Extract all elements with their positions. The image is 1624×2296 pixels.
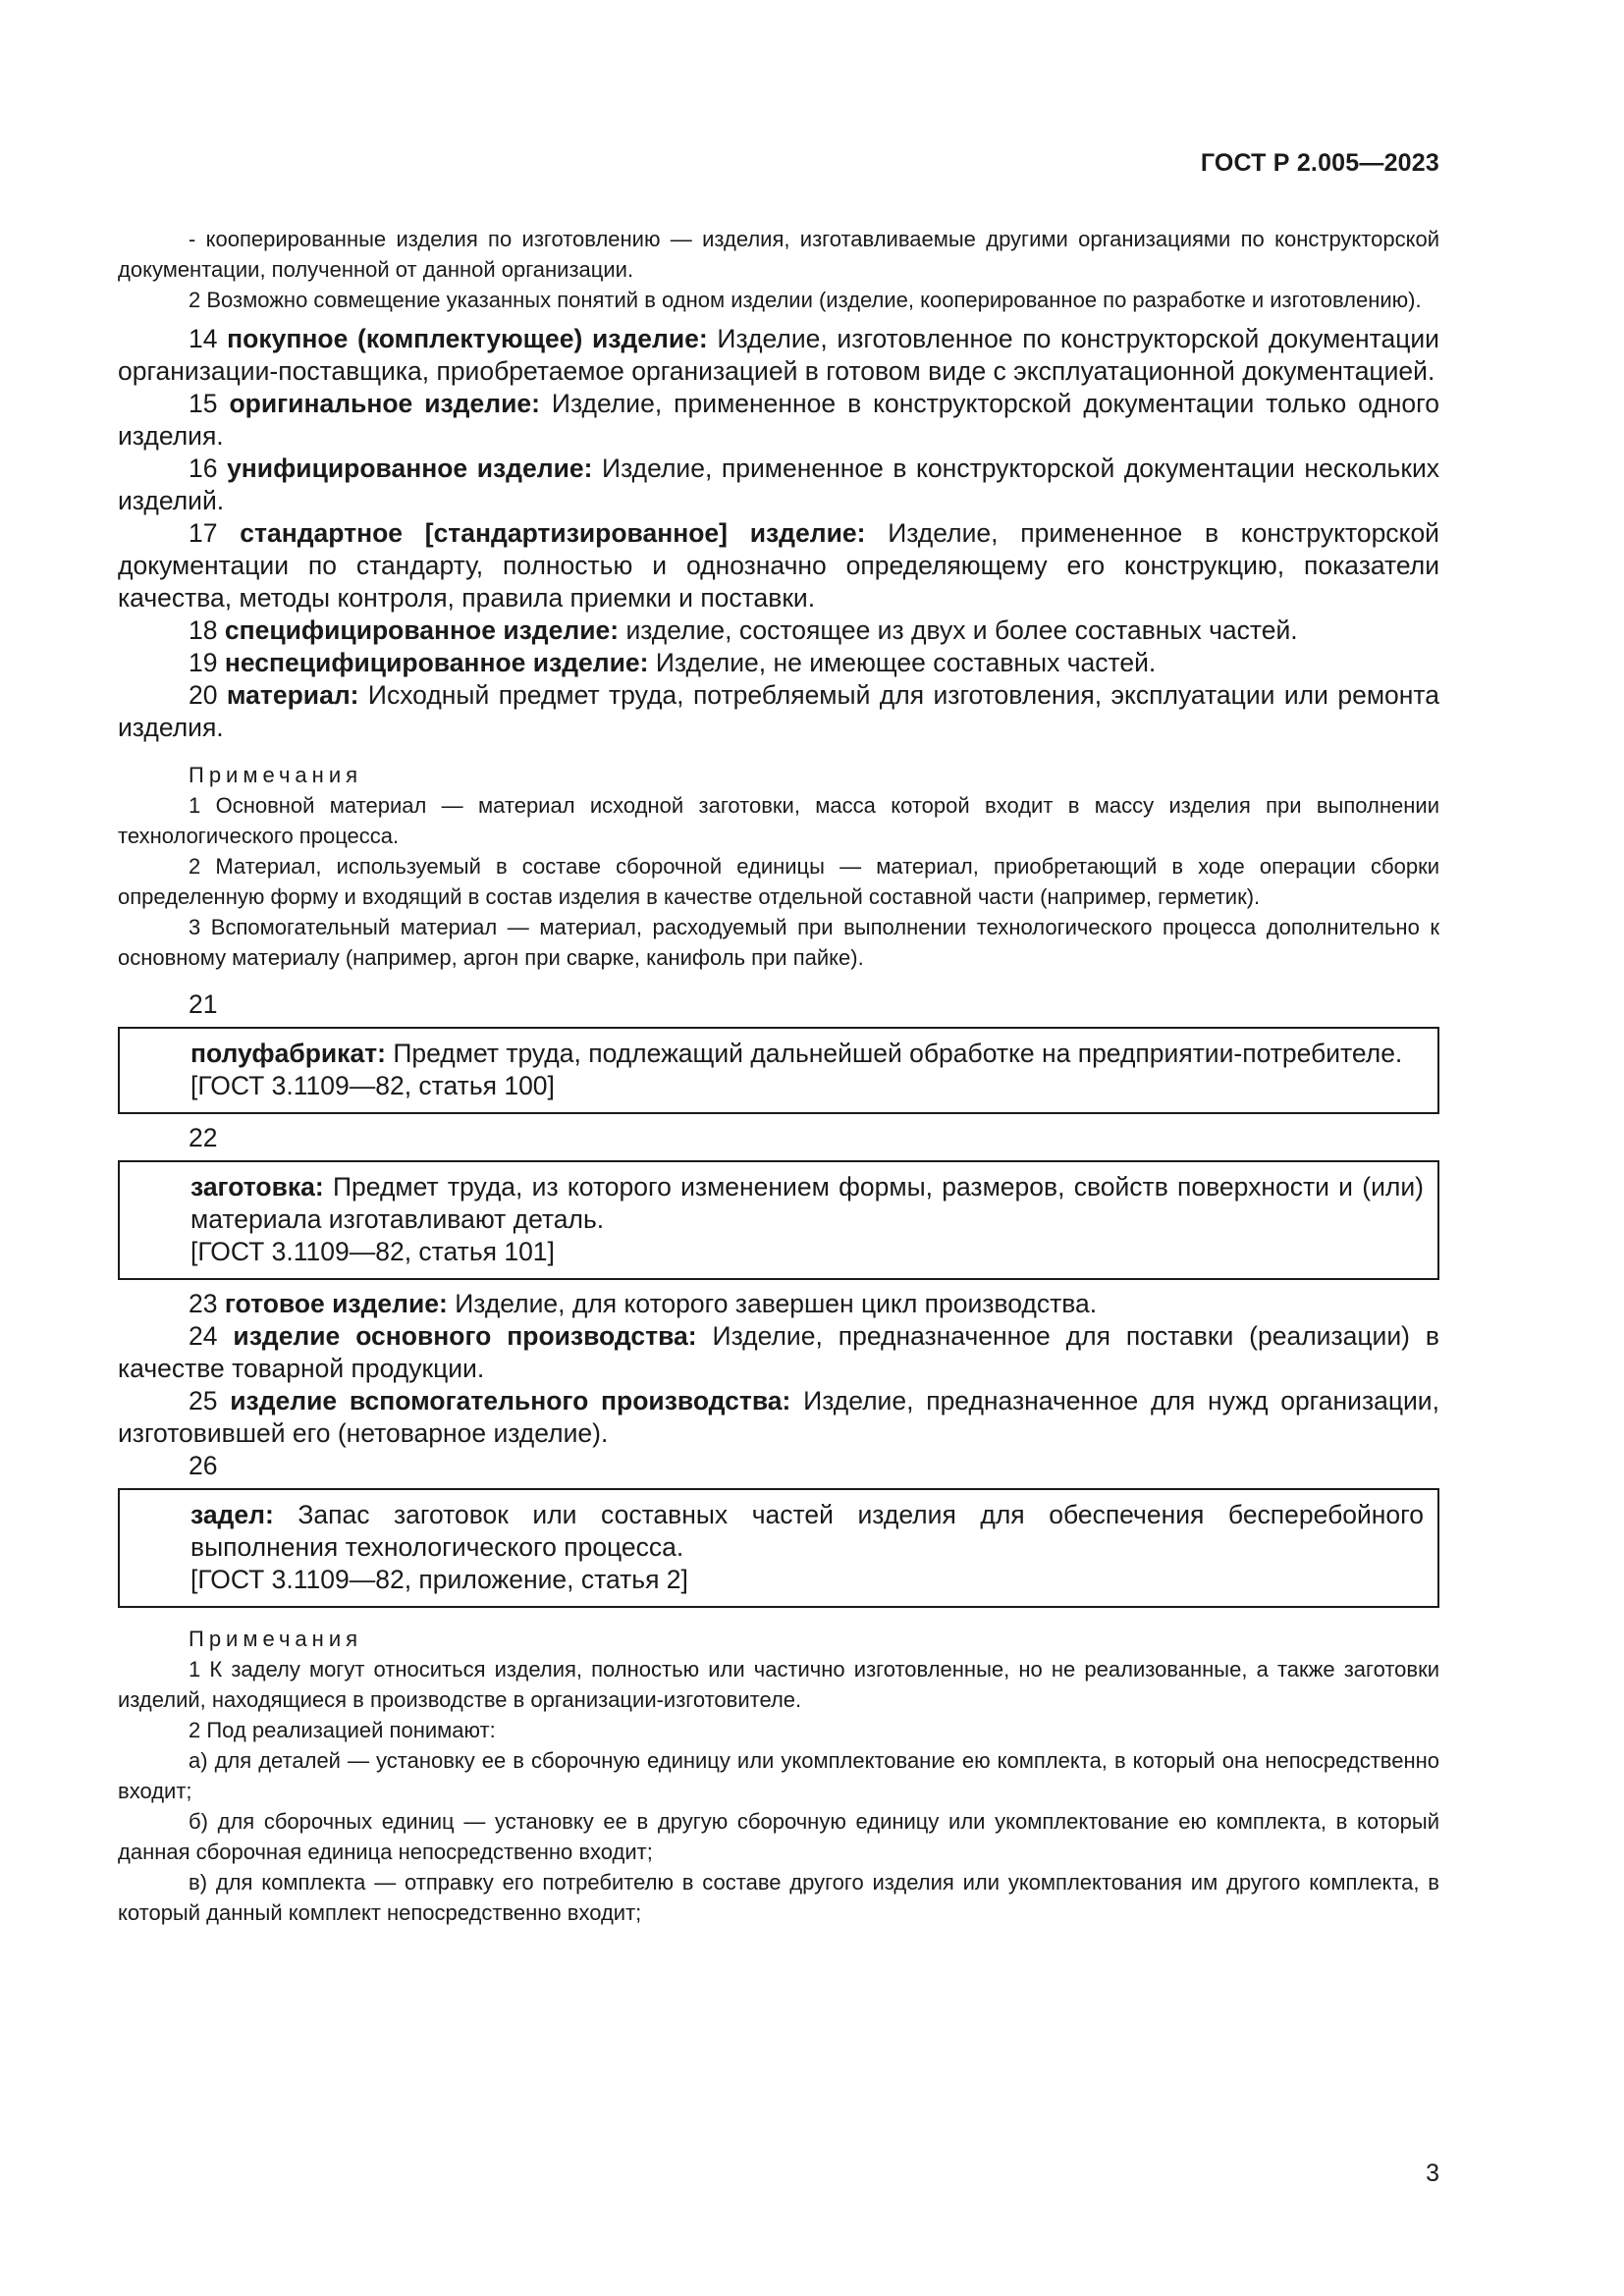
page-content [118,224,1439,1928]
notes-title-2: Примечания [189,1627,363,1651]
note-2-2: 2 Под реализацией понимают: [189,1718,496,1742]
term-21: полуфабрикат: Предмет труда, подлежащий дальнейшей обработке на предприятии-потребителе. [190,1039,1403,1068]
term-24-title: изделие основного производства: [233,1321,697,1351]
term-22-title: заготовка: [190,1172,324,1201]
term-21-box [118,1027,1439,1114]
note-2-1: 1 К заделу могут относиться изделия, полностью или частично изготовленные, но не реализованные, а также заготовки изделий, находящиеся в производстве в организации-изготовителе. [118,1657,1439,1712]
intro-note-2: 2 Возможно совмещение указанных понятий в одном изделии (изделие, кооперированное по разработке и изготовлению). [189,288,1422,312]
term-16: 16 унифицированное изделие: Изделие, примененное в конструкторской документации нескольких изделий. [118,454,1439,515]
term-18-title: специфицированное изделие: [224,615,620,645]
intro-note-line: - кооперированные изделия по изготовлению — изделия, изготавливаемые другими организациями по конструкторской документации, полученной от данной организации. [118,227,1439,282]
note-2-b: б) для сборочных единиц — установку ее в другую сборочную единицу или укомплектование ею комплекта, в который данная сборочная единица непосредственно входит; [118,1809,1439,1864]
term-16-title: унифицированное изделие: [227,454,593,483]
term-22: заготовка: Предмет труда, из которого изменением формы, размеров, свойств поверхности и (или) материала изготавливают деталь. [190,1172,1424,1234]
term-24: 24 изделие основного производства: Изделие, предназначенное для поставки (реализации) в качестве товарной продукции. [118,1321,1439,1383]
term-22-reference: [ГОСТ 3.1109—82, статья 101] [190,1237,555,1266]
note-3: 3 Вспомогательный материал — материал, расходуемый при выполнении технологического процесса дополнительно к основному материалу (например, аргон при сварке, канифоль при пайке). [118,915,1439,970]
term-21-reference: [ГОСТ 3.1109—82, статья 100] [190,1071,555,1100]
term-25: 25 изделие вспомогательного производства: Изделие, предназначенное для нужд организации, изготовившей его (нетоварное изделие). [118,1386,1439,1448]
note-1: 1 Основной материал — материал исходной заготовки, масса которой входит в массу изделия при выполнении технологического процесса. [118,793,1439,848]
term-19-title: неспецифицированное изделие: [224,648,649,677]
term-14-title: покупное (комплектующее) изделие: [227,324,708,353]
term-17: 17 стандартное [стандартизированное] изделие: Изделие, примененное в конструкторской документации по стандарту, полностью и однозначно определяющему его конструкцию, показатели качества, методы контроля, правила приемки и поставки. [118,518,1439,613]
note-2-c: в) для комплекта — отправку его потребителю в составе другого изделия или укомплектования им другого комплекта, в который данный комплект непосредственно входит; [118,1870,1439,1925]
term-18: 18 специфицированное изделие: изделие, состоящее из двух и более составных частей. [189,615,1298,645]
document-header: ГОСТ Р 2.005—2023 [1200,149,1439,177]
term-26-title: задел: [190,1500,274,1529]
term-20-title: материал: [226,680,359,710]
term-25-title: изделие вспомогательного производства: [230,1386,791,1415]
term-19: 19 неспецифицированное изделие: Изделие, не имеющее составных частей. [189,648,1157,677]
term-15: 15 оригинальное изделие: Изделие, примененное в конструкторской документации только одного изделия. [118,389,1439,451]
term-22-box [118,1160,1439,1280]
term-20: 20 материал: Исходный предмет труда, потребляемый для изготовления, эксплуатации или ремонта изделия. [118,680,1439,742]
term-17-title: стандартное [стандартизированное] изделие: [240,518,866,548]
term-15-title: оригинальное изделие: [229,389,540,418]
term-26: задел: Запас заготовок или составных частей изделия для обеспечения бесперебойного выполнения технологического процесса. [190,1500,1424,1562]
term-26-number: 26 [189,1451,218,1480]
page-number: 3 [1426,2160,1439,2187]
term-26-reference: [ГОСТ 3.1109—82, приложение, статья 2] [190,1565,688,1594]
term-23-title: готовое изделие: [224,1289,448,1318]
term-22-number: 22 [189,1123,218,1152]
note-2: 2 Материал, используемый в составе сборочной единицы — материал, приобретающий в ходе операции сборки определенную форму и входящий в состав изделия в качестве отдельной составной части (например, герметик). [118,854,1439,909]
term-14: 14 покупное (комплектующее) изделие: Изделие, изготовленное по конструкторской документации организации-поставщика, приобретаемое организацией в готовом виде с эксплуатационной документацией. [118,324,1439,386]
term-26-box [118,1488,1439,1608]
notes-title: Примечания [189,763,363,787]
term-21-number: 21 [189,989,218,1019]
term-23: 23 готовое изделие: Изделие, для которого завершен цикл производства. [189,1289,1098,1318]
note-2-a: а) для деталей — установку ее в сборочную единицу или укомплектование ею комплекта, в который она непосредственно входит; [118,1748,1439,1803]
term-21-title: полуфабрикат: [190,1039,386,1068]
